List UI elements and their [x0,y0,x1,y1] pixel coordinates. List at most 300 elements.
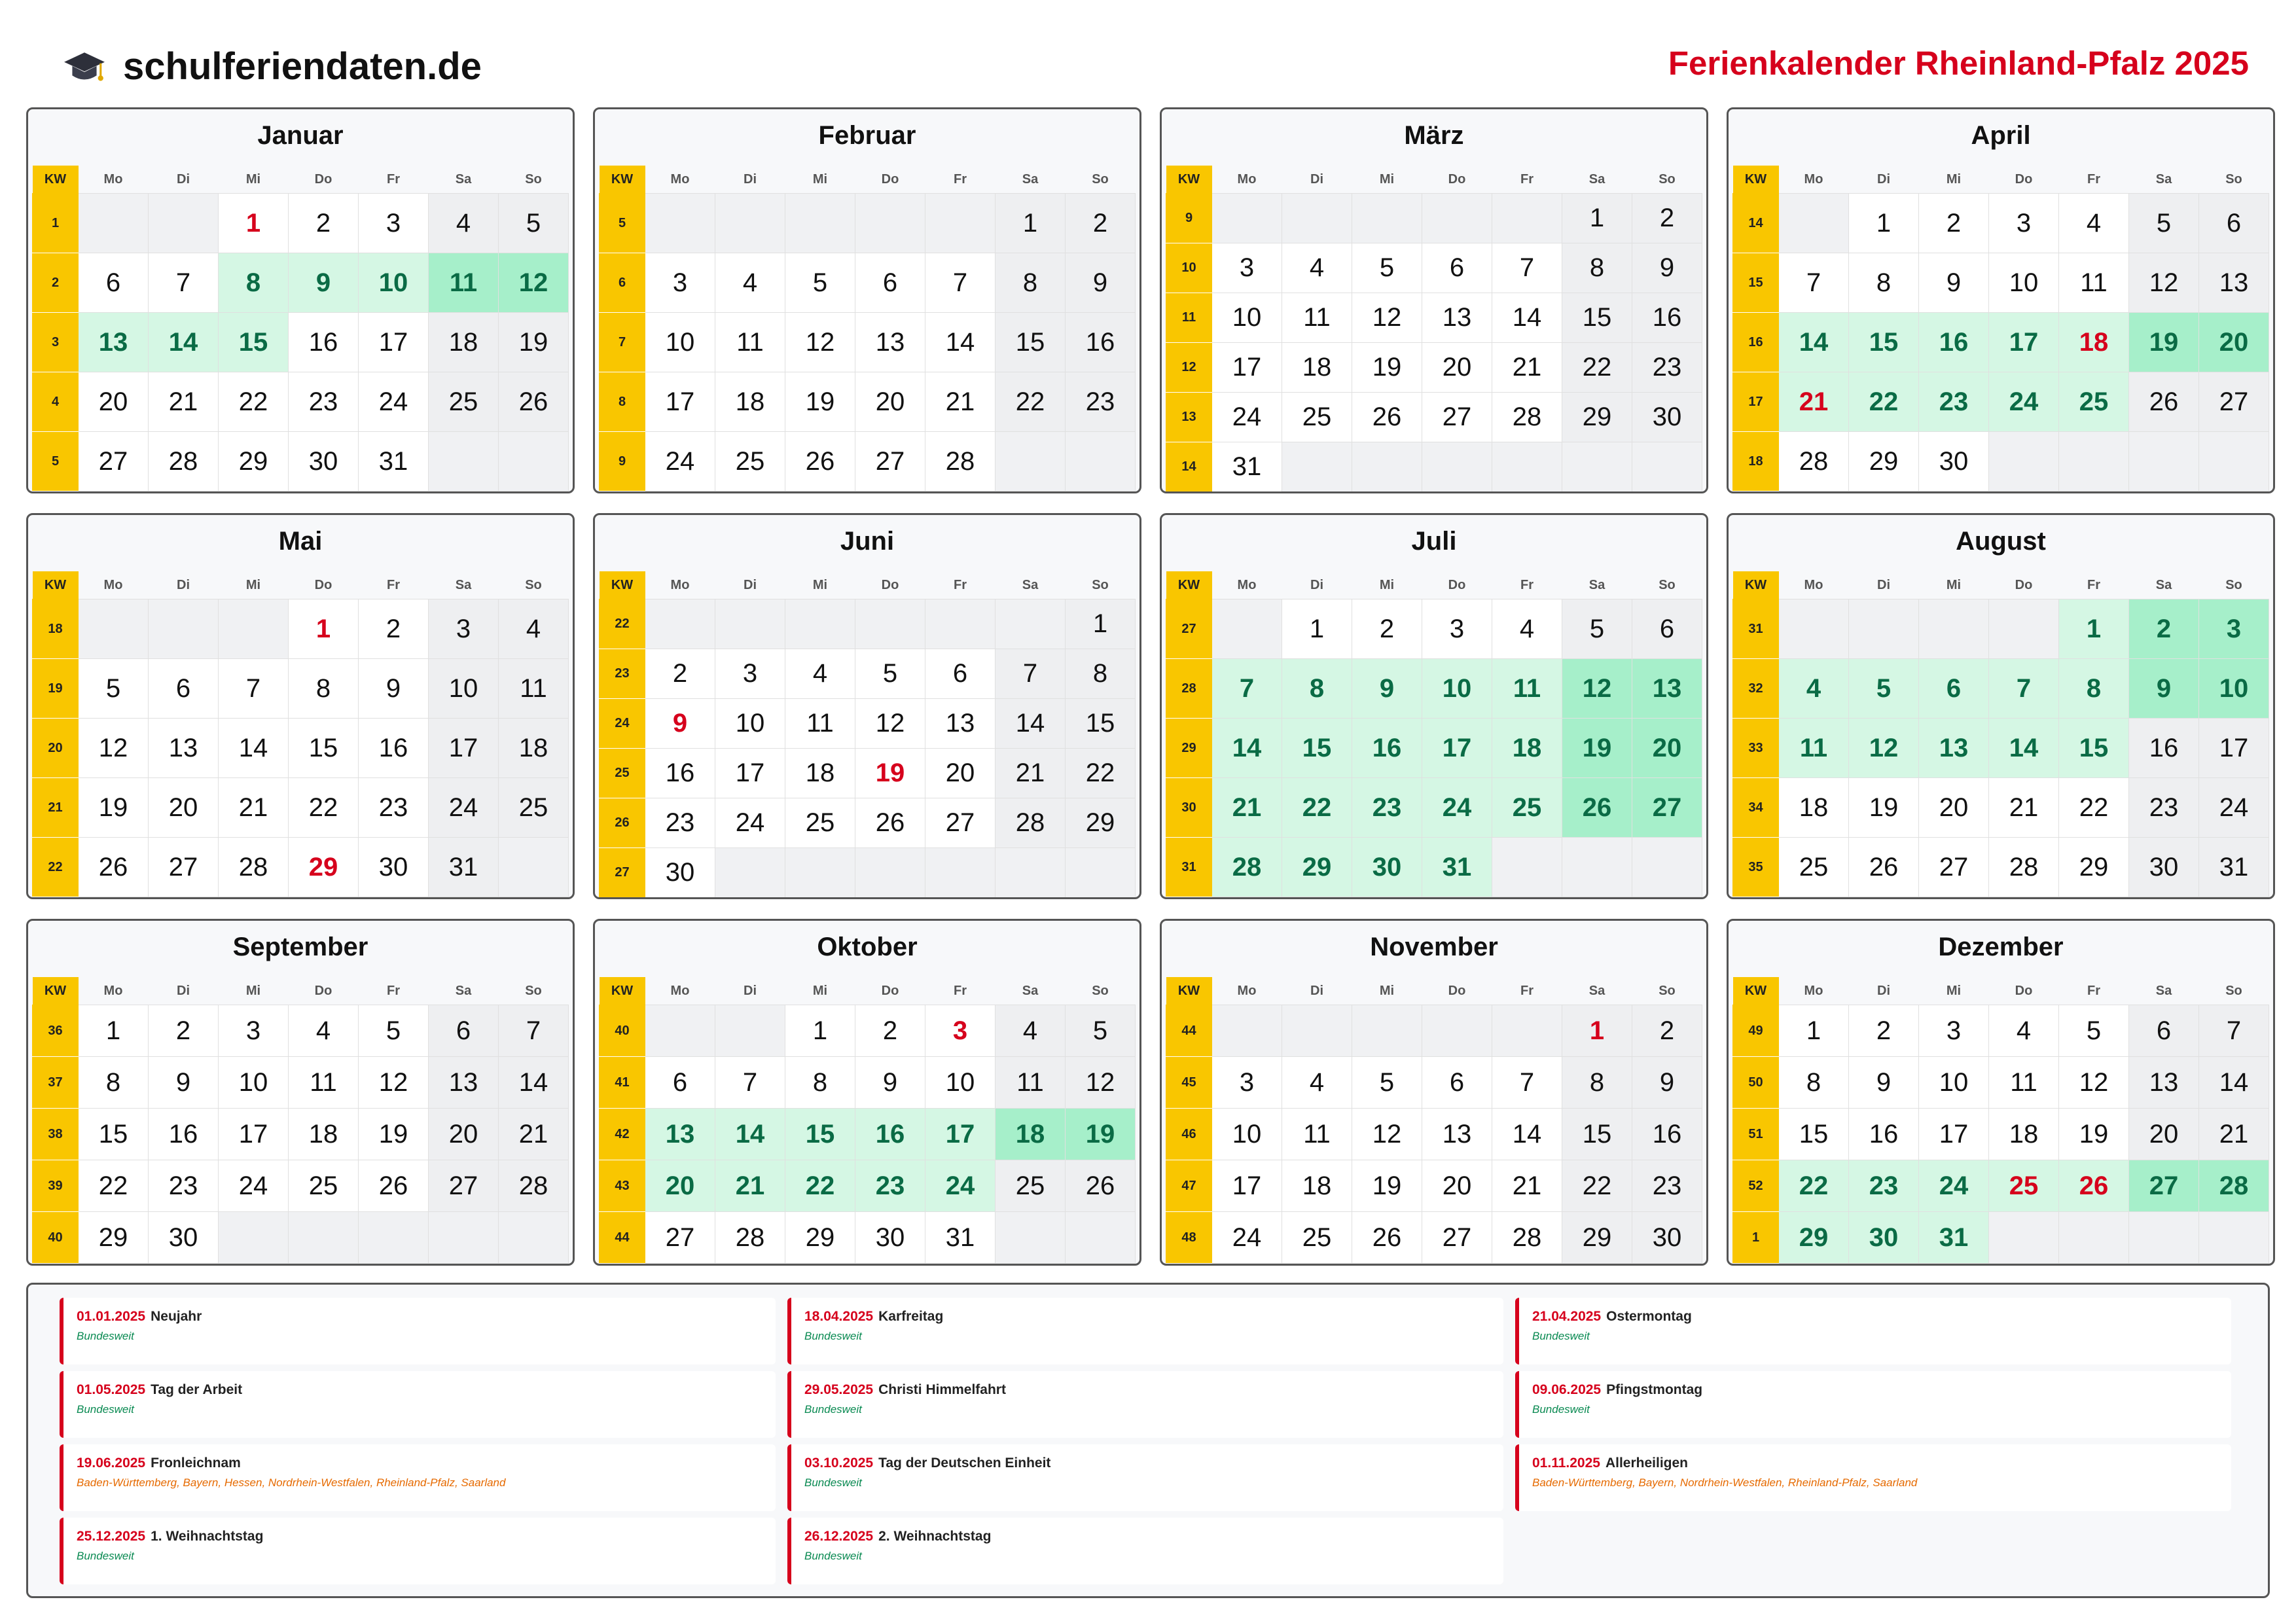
holiday-line [77,1380,776,1400]
day-cell: 1 [996,194,1066,253]
empty-day-cell [925,599,996,649]
weekday-header: Do [1448,983,1466,998]
day-cell: 23 [149,1160,219,1212]
day-cell: 10 [715,699,785,749]
weekday-header: Sa [455,171,472,187]
day-cell: 16 [1632,293,1702,343]
month-name: Mai [278,527,323,556]
month-november [1160,919,1708,1266]
holiday-scope: Bundesweit [804,1330,862,1342]
school-holiday-cell: 8 [1282,659,1352,719]
school-holiday-cell: 22 [785,1160,855,1212]
school-holiday-cell: 24 [1422,778,1492,838]
week-number: 8 [600,372,645,432]
week-row [1733,253,2269,313]
holiday-date: 25.12.2025 [77,1529,146,1544]
school-holiday-cell: 25 [2059,372,2129,432]
school-holiday-cell: 14 [715,1109,785,1160]
empty-day-cell [1352,194,1422,243]
weekday-header: Mi [1379,983,1395,998]
day-cell: 7 [2199,1005,2269,1057]
day-cell: 4 [715,253,785,313]
day-cell: 21 [1492,343,1562,393]
week-number: 24 [600,699,645,749]
empty-day-cell [2199,1212,2269,1264]
day-cell: 16 [149,1109,219,1160]
kw-header: KW [1166,166,1212,194]
week-row [1166,778,1702,838]
month-table [599,977,1136,1264]
empty-day-cell [645,1005,715,1057]
school-holiday-cell: 19 [2129,313,2199,372]
week-number: 1 [33,194,79,253]
kw-header: KW [1733,166,1779,194]
day-cell: 26 [359,1160,429,1212]
day-cell: 23 [1066,372,1136,432]
empty-day-cell [149,194,219,253]
day-cell: 11 [499,659,569,719]
school-holiday-cell: 10 [2199,659,2269,719]
public-holiday-cell: 25 [1989,1160,2059,1212]
week-row [33,1057,569,1109]
school-holiday-cell: 22 [1849,372,1919,432]
day-cell: 4 [1492,599,1562,659]
holiday-line [804,1527,1503,1546]
day-cell: 11 [785,699,855,749]
week-row [1733,659,2269,719]
day-cell: 27 [645,1212,715,1264]
week-row [33,194,569,253]
school-holiday-cell: 29 [1779,1212,1849,1264]
week-number: 30 [1166,778,1212,838]
day-cell: 3 [1212,1057,1282,1109]
holiday-scope: Bundesweit [804,1476,862,1489]
school-holiday-cell: 21 [1212,778,1282,838]
week-row [1733,1160,2269,1212]
day-cell: 29 [1562,393,1632,442]
week-number: 31 [1733,599,1779,659]
day-cell: 14 [499,1057,569,1109]
weekday-header: Do [2015,577,2033,592]
month-oktober [593,919,1141,1266]
day-cell: 27 [1422,393,1492,442]
day-cell: 17 [715,749,785,798]
week-row [600,372,1136,432]
day-cell: 27 [2199,372,2269,432]
school-holiday-cell: 13 [1919,719,1989,778]
week-number: 2 [33,253,79,313]
month-table [599,166,1136,491]
day-cell: 6 [855,253,925,313]
week-row [1733,1109,2269,1160]
day-cell: 24 [359,372,429,432]
school-holiday-cell: 23 [1849,1160,1919,1212]
weekday-header: Sa [2155,983,2172,998]
day-cell: 5 [1562,599,1632,659]
empty-day-cell [1989,1212,2059,1264]
holiday-name: Tag der Arbeit [151,1382,243,1397]
empty-day-cell [499,432,569,491]
week-row [600,194,1136,253]
day-cell: 15 [1562,293,1632,343]
holiday-scope: Baden-Württemberg, Bayern, Hessen, Nordrhein-Westfalen, Rheinland-Pfalz, Saarland [77,1476,506,1489]
week-number: 39 [33,1160,79,1212]
day-cell: 8 [1779,1057,1849,1109]
day-cell: 31 [1212,442,1282,492]
empty-day-cell [925,194,996,253]
week-number: 5 [33,432,79,491]
week-number: 32 [1733,659,1779,719]
day-cell: 15 [1066,699,1136,749]
day-cell: 1 [1282,599,1352,659]
school-holiday-cell: 20 [2199,313,2269,372]
day-cell: 5 [1066,1005,1136,1057]
day-cell: 20 [1422,1160,1492,1212]
month-table [32,977,569,1264]
month-juni [593,513,1141,899]
week-row [1166,1057,1702,1109]
day-cell: 29 [1066,798,1136,848]
kw-header: KW [600,571,645,599]
day-cell: 26 [79,838,149,897]
month-table [1166,977,1702,1264]
day-cell: 2 [289,194,359,253]
day-cell: 4 [996,1005,1066,1057]
weekday-header: Mo [1804,171,1823,187]
school-holiday-cell: 7 [1989,659,2059,719]
day-cell: 28 [1989,838,2059,897]
day-cell: 20 [2129,1109,2199,1160]
empty-day-cell [2129,432,2199,491]
school-holiday-cell: 27 [2129,1160,2199,1212]
day-cell: 21 [925,372,996,432]
public-holiday-cell: 3 [925,1005,996,1057]
day-cell: 4 [289,1005,359,1057]
day-cell: 22 [79,1160,149,1212]
weekday-header: Fr [1520,171,1534,187]
school-holiday-cell: 11 [429,253,499,313]
weekday-header: Di [177,577,190,592]
day-cell: 17 [1212,1160,1282,1212]
day-cell: 1 [1066,599,1136,649]
public-holiday-item [60,1371,776,1438]
day-cell: 7 [925,253,996,313]
week-number: 11 [1166,293,1212,343]
week-number: 22 [600,599,645,649]
day-cell: 21 [996,749,1066,798]
holiday-name: Tag der Deutschen Einheit [878,1455,1051,1471]
day-cell: 30 [289,432,359,491]
school-holiday-cell: 17 [1422,719,1492,778]
holiday-line [804,1307,1503,1327]
site-name[interactable]: schulferiendaten.de [123,45,482,88]
school-holiday-cell: 21 [715,1160,785,1212]
school-holiday-cell: 24 [1919,1160,1989,1212]
week-number: 33 [1733,719,1779,778]
empty-day-cell [855,599,925,649]
day-cell: 18 [715,372,785,432]
empty-day-cell [1849,599,1919,659]
week-number: 6 [600,253,645,313]
day-cell: 20 [79,372,149,432]
empty-day-cell [1422,1005,1492,1057]
day-cell: 15 [289,719,359,778]
day-cell: 1 [785,1005,855,1057]
week-row [600,848,1136,898]
school-holiday-cell: 30 [1849,1212,1919,1264]
month-table [1732,166,2269,491]
day-cell: 9 [1066,253,1136,313]
month-juli [1160,513,1708,899]
day-cell: 26 [855,798,925,848]
school-holiday-cell: 10 [1422,659,1492,719]
school-holiday-cell: 20 [1632,719,1702,778]
empty-day-cell [925,848,996,898]
weekday-header: Do [314,171,332,187]
weekday-header: Mo [1237,577,1257,592]
day-cell: 23 [289,372,359,432]
day-cell: 9 [1632,243,1702,293]
weekday-header: So [1092,577,1109,592]
day-cell: 12 [1352,293,1422,343]
day-cell: 11 [1989,1057,2059,1109]
day-cell: 2 [1849,1005,1919,1057]
day-cell: 21 [499,1109,569,1160]
weekday-header: Di [1310,577,1323,592]
school-holiday-cell: 23 [855,1160,925,1212]
month-table [1166,166,1702,492]
day-cell: 30 [359,838,429,897]
day-cell: 25 [499,778,569,838]
day-cell: 11 [1282,1109,1352,1160]
weekday-header: Fr [954,983,967,998]
school-holiday-cell: 16 [1919,313,1989,372]
day-cell: 19 [2059,1109,2129,1160]
school-holiday-cell: 14 [149,313,219,372]
day-cell: 13 [149,719,219,778]
day-cell: 15 [1779,1109,1849,1160]
month-name: Juni [840,527,895,556]
week-number: 35 [1733,838,1779,897]
day-cell: 2 [855,1005,925,1057]
day-cell: 21 [2199,1109,2269,1160]
day-cell: 24 [219,1160,289,1212]
empty-day-cell [2129,1212,2199,1264]
weekday-header: Fr [387,577,400,592]
day-cell: 7 [149,253,219,313]
day-cell: 1 [1849,194,1919,253]
week-row [1733,1212,2269,1264]
day-cell: 24 [715,798,785,848]
day-cell: 28 [1492,1212,1562,1264]
day-cell: 4 [429,194,499,253]
month-name: Februar [818,121,916,150]
week-number: 37 [33,1057,79,1109]
day-cell: 6 [1422,243,1492,293]
school-holiday-cell: 4 [1779,659,1849,719]
month-mai [26,513,575,899]
weekday-header: Mi [1379,577,1395,592]
day-cell: 3 [645,253,715,313]
public-holiday-cell: 18 [2059,313,2129,372]
day-cell: 4 [499,599,569,659]
empty-day-cell [1779,194,1849,253]
day-cell: 14 [219,719,289,778]
holiday-name: Allerheiligen [1605,1455,1688,1471]
weekday-header: Di [744,577,757,592]
holiday-scope: Bundesweit [77,1550,134,1562]
weekday-header: Mi [245,983,261,998]
school-holiday-cell: 1 [2059,599,2129,659]
school-holiday-cell: 14 [1779,313,1849,372]
empty-day-cell [996,432,1066,491]
week-number: 5 [600,194,645,253]
day-cell: 26 [1066,1160,1136,1212]
week-row [33,659,569,719]
empty-day-cell [2059,432,2129,491]
day-cell: 24 [645,432,715,491]
day-cell: 9 [1632,1057,1702,1109]
empty-day-cell [855,848,925,898]
empty-day-cell [1562,442,1632,492]
day-cell: 6 [2129,1005,2199,1057]
month-table [32,166,569,491]
public-holiday-item [787,1371,1503,1438]
week-row [33,432,569,491]
day-cell: 4 [1282,243,1352,293]
week-row [1166,343,1702,393]
day-cell: 13 [1422,1109,1492,1160]
day-cell: 26 [1352,393,1422,442]
week-row [1733,194,2269,253]
day-cell: 6 [925,649,996,699]
week-row [33,1212,569,1264]
empty-day-cell [715,599,785,649]
day-cell: 22 [1066,749,1136,798]
day-cell: 17 [429,719,499,778]
week-number: 28 [1166,659,1212,719]
weekday-header: Fr [2087,171,2100,187]
day-cell: 6 [1422,1057,1492,1109]
week-row [600,649,1136,699]
day-cell: 25 [715,432,785,491]
empty-day-cell [149,599,219,659]
school-holiday-cell: 15 [219,313,289,372]
day-cell: 29 [2059,838,2129,897]
day-cell: 27 [149,838,219,897]
day-cell: 27 [855,432,925,491]
school-holiday-cell: 26 [1562,778,1632,838]
month-september [26,919,575,1266]
week-number: 52 [1733,1160,1779,1212]
day-cell: 11 [996,1057,1066,1109]
week-row [1166,442,1702,492]
week-row [1166,243,1702,293]
week-number: 4 [33,372,79,432]
holiday-date: 29.05.2025 [804,1382,874,1397]
public-holiday-list [26,1283,2270,1598]
empty-day-cell [429,432,499,491]
week-row [600,749,1136,798]
day-cell: 1 [1562,194,1632,243]
day-cell: 12 [855,699,925,749]
day-cell: 23 [359,778,429,838]
public-holiday-cell: 1 [1562,1005,1632,1057]
empty-day-cell [996,599,1066,649]
empty-day-cell [1562,838,1632,897]
month-table [1166,571,1702,897]
empty-day-cell [785,194,855,253]
week-row [33,372,569,432]
weekday-header: Do [2015,983,2033,998]
weekday-header: So [1659,171,1676,187]
week-row [1166,293,1702,343]
holiday-name: Christi Himmelfahrt [878,1382,1006,1397]
holiday-date: 01.11.2025 [1532,1455,1600,1471]
holiday-name: Karfreitag [878,1309,944,1324]
day-cell: 18 [1282,1160,1352,1212]
day-cell: 29 [1849,432,1919,491]
empty-day-cell [219,599,289,659]
day-cell: 24 [1212,1212,1282,1264]
month-name: August [1956,527,2046,556]
day-cell: 18 [499,719,569,778]
day-cell: 29 [219,432,289,491]
week-row [33,1109,569,1160]
week-row [33,838,569,897]
school-holiday-cell: 19 [1066,1109,1136,1160]
day-cell: 2 [645,649,715,699]
week-number: 3 [33,313,79,372]
holiday-line [1532,1380,2231,1400]
day-cell: 10 [1212,293,1282,343]
weekday-header: Mo [103,171,123,187]
public-holiday-item [787,1444,1503,1511]
weekday-header: Fr [954,171,967,187]
school-holiday-cell: 29 [1282,838,1352,897]
month-name: März [1404,121,1464,150]
week-number: 34 [1733,778,1779,838]
holiday-date: 09.06.2025 [1532,1382,1602,1397]
day-cell: 14 [925,313,996,372]
day-cell: 5 [1352,1057,1422,1109]
weekday-header: Fr [954,577,967,592]
empty-day-cell [1779,599,1849,659]
weekday-header: Mi [245,171,261,187]
school-holiday-cell: 12 [1562,659,1632,719]
day-cell: 25 [1779,838,1849,897]
week-row [1166,194,1702,243]
empty-day-cell [1066,1212,1136,1264]
weekday-header: Mo [1237,171,1257,187]
weekday-header: Sa [2155,171,2172,187]
day-cell: 11 [715,313,785,372]
day-cell: 7 [996,649,1066,699]
day-cell: 21 [1989,778,2059,838]
day-cell: 16 [1066,313,1136,372]
day-cell: 3 [1212,243,1282,293]
week-row [600,1160,1136,1212]
weekday-header: Di [1877,983,1890,998]
day-cell: 2 [1632,194,1702,243]
day-cell: 2 [359,599,429,659]
day-cell: 5 [2059,1005,2129,1057]
day-cell: 11 [2059,253,2129,313]
day-cell: 26 [499,372,569,432]
public-holiday-cell: 29 [289,838,359,897]
week-row [1733,778,2269,838]
day-cell: 22 [1562,343,1632,393]
